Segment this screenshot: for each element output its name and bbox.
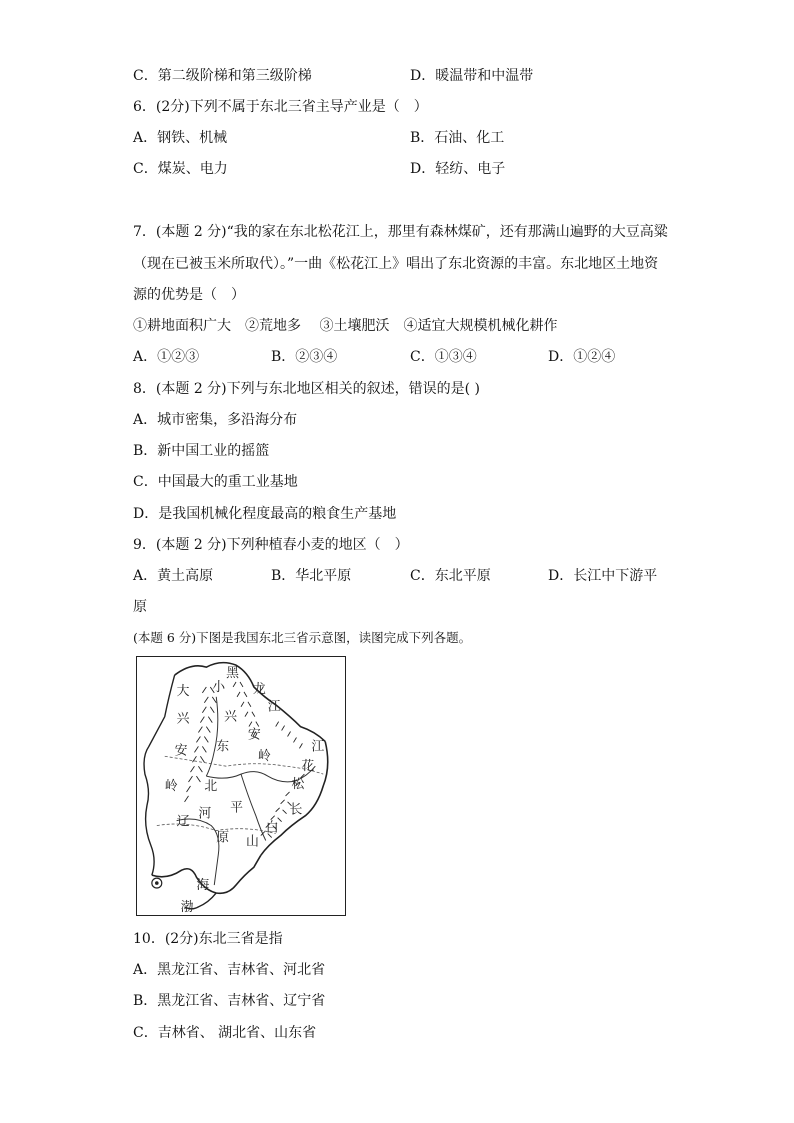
q9-stem: 9．(本题 2 分)下列种植春小麦的地区（ ） <box>133 537 409 553</box>
map-label-dong: 东 <box>216 739 230 755</box>
map-province-boundary <box>165 756 323 774</box>
map-intro: (本题 6 分)下图是我国东北三省示意图，读图完成下列各题。 <box>133 630 472 645</box>
map-svg <box>137 657 345 915</box>
q8-stem: 8．(本题 2 分)下列与东北地区相关的叙述，错误的是( ) <box>133 381 481 397</box>
q7-option-c: C．①③④ <box>410 349 477 365</box>
map-label-liao: 辽 <box>176 814 190 830</box>
q6-option-c: C．煤炭、电力 <box>133 161 228 177</box>
map-label-hai: 海 <box>196 878 210 894</box>
q8-option-a: A．城市密集，多沿海分布 <box>133 412 298 428</box>
q6-option-d: D．轻纺、电子 <box>410 161 506 177</box>
q7-stem-line2: （现在已被玉米所取代）。”一曲《松花江上》唱出了东北资源的丰富。东北地区土地资 <box>133 256 659 272</box>
q9-option-c: C．东北平原 <box>410 568 491 584</box>
q9-option-d-cont: 原 <box>133 599 147 615</box>
map-label-ling1: 岭 <box>164 778 178 794</box>
map-label-ling2: 岭 <box>257 749 271 765</box>
map-label-xiao: 小 <box>212 679 226 695</box>
map-label-da: 大 <box>176 683 190 699</box>
q9-option-b: B．华北平原 <box>271 568 352 584</box>
map-label-yuan: 原 <box>216 830 230 846</box>
map-label-an2: 安 <box>247 727 261 743</box>
map-label-xing1: 兴 <box>176 711 190 727</box>
map-label-long: 龙 <box>252 681 266 697</box>
map-label-bai: 白 <box>265 820 279 836</box>
map-label-ping: 平 <box>230 800 243 816</box>
q9-option-d: D．长江中下游平 <box>548 568 658 584</box>
q7-option-d: D．①②④ <box>548 349 616 365</box>
map-border-east <box>261 741 328 855</box>
map-label-chang: 长 <box>289 802 303 818</box>
q5-option-d: D．暖温带和中温带 <box>410 68 534 84</box>
q5-option-c: C．第二级阶梯和第三级阶梯 <box>133 68 312 84</box>
q8-option-c: C．中国最大的重工业基地 <box>133 474 298 490</box>
q6-option-b: B．石油、化工 <box>410 130 505 146</box>
map-label-shan: 山 <box>245 834 259 850</box>
map-label-hua: 花 <box>301 759 315 775</box>
map-label-jiang2: 江 <box>311 739 325 755</box>
map-capital-symbol <box>152 878 162 888</box>
map-label-he: 河 <box>198 806 212 822</box>
map-label-xing2: 兴 <box>224 709 238 725</box>
q6-stem: 6．(2分)下列不属于东北三省主导产业是（ ） <box>133 99 428 115</box>
q10-option-a: A．黑龙江省、吉林省、河北省 <box>133 962 326 978</box>
northeast-china-map <box>136 656 346 916</box>
map-label-song: 松 <box>291 776 305 792</box>
map-border-west <box>144 675 175 875</box>
q10-option-b: B．黑龙江省、吉林省、辽宁省 <box>133 993 326 1009</box>
q8-option-b: B．新中国工业的摇篮 <box>133 443 270 459</box>
map-label-bo: 渤 <box>180 899 194 915</box>
q8-option-d: D．是我国机械化程度最高的粮食生产基地 <box>133 506 397 522</box>
q7-items: ①耕地面积广大 ②荒地多 ③土壤肥沃 ④适宜大规模机械化耕作 <box>133 318 558 334</box>
q7-stem-line3: 源的优势是（ ） <box>133 287 245 303</box>
map-label-hei: 黑 <box>226 666 240 682</box>
q10-option-c: C．吉林省、 湖北省、山东省 <box>133 1025 317 1041</box>
q7-option-b: B．②③④ <box>271 349 338 365</box>
q10-stem: 10．(2分)东北三省是指 <box>133 931 283 947</box>
q9-option-a: A．黄土高原 <box>133 568 214 584</box>
q7-stem-line1: 7．(本题 2 分)“我的家在东北松花江上，那里有森林煤矿，还有那满山遍野的大豆高粱 <box>133 224 668 240</box>
q7-option-a: A．①②③ <box>133 349 200 365</box>
map-label-an1: 安 <box>174 743 188 759</box>
map-label-jiang1: 江 <box>267 699 281 715</box>
q6-option-a: A．钢铁、机械 <box>133 130 228 146</box>
map-label-bei: 北 <box>204 778 218 794</box>
